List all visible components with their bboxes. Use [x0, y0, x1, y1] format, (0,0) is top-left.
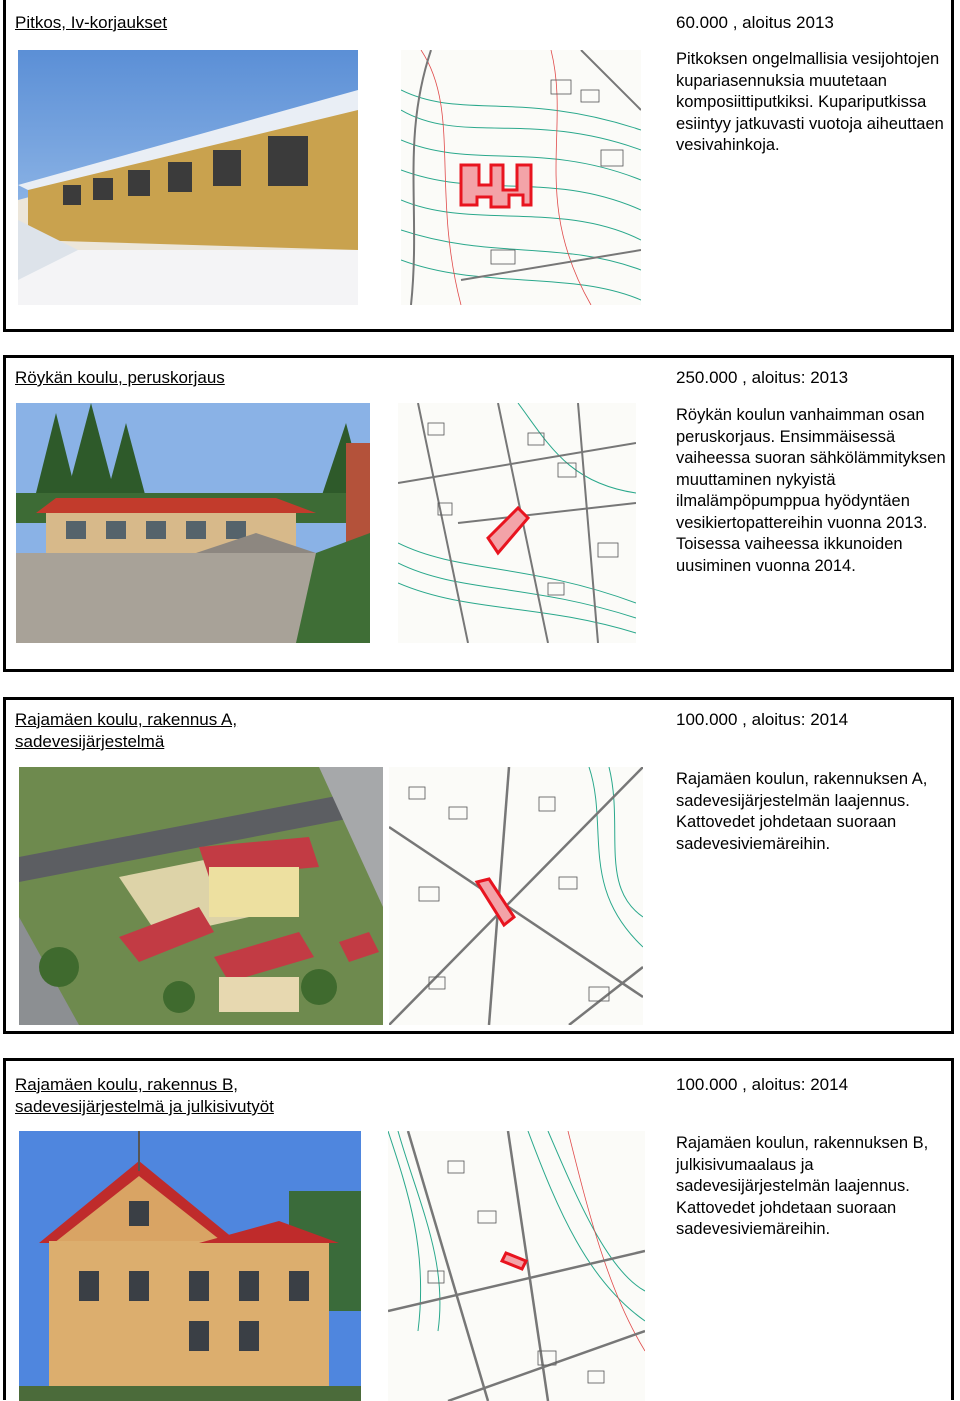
project-title-line2: sadevesijärjestelmä ja julkisivutyöt	[15, 1097, 274, 1116]
school-building-photo	[16, 403, 370, 643]
school-building-photo	[18, 50, 358, 305]
project-title-line1: Rajamäen koulu, rakennus B,	[15, 1075, 239, 1094]
project-pitkos	[3, 0, 954, 332]
site-map	[389, 767, 643, 1025]
aerial-photo	[19, 767, 383, 1025]
project-cost: 100.000 , aloitus: 2014	[676, 710, 849, 729]
project-roykka	[3, 355, 954, 672]
wooden-house-photo	[19, 1131, 361, 1401]
project-rajamaki-b	[3, 1058, 954, 1400]
project-description: Röykän koulun vanhaimman osan peruskorjaus. Ensimmäisessä vaiheessa suoran sähkölämmityksen muuttaminen nykyistä ilmalämpöpumppua hyödyntäen vesikiertopattereihin vuonna 2013. Toisessa vaiheessa ikkunoiden uusiminen vuonna 2014.	[676, 406, 946, 575]
project-title-line2: sadevesijärjestelmä	[15, 732, 165, 751]
project-title: Röykän koulu, peruskorjaus	[15, 368, 225, 387]
site-map	[401, 50, 641, 305]
project-cost: 100.000 , aloitus: 2014	[676, 1075, 849, 1094]
project-cost: 250.000 , aloitus: 2013	[676, 368, 849, 387]
project-description: Rajamäen koulun, rakennuksen B, julkisivumaalaus ja sadevesijärjestelmän laajennus. Kattovedet johdetaan suoraan sadevesiviemäreihin.	[676, 1134, 929, 1238]
project-description: Pitkoksen ongelmallisia vesijohtojen kupariasennuksia muutetaan komposiittiputkiksi. Kupariputkissa esiintyy jatkuvasti vuotoja aiheuttaen vesivahinkoja.	[676, 50, 944, 154]
project-title: Pitkos, Iv-korjaukset	[15, 13, 168, 32]
project-cost: 60.000 , aloitus 2013	[676, 13, 834, 32]
project-title-line1: Rajamäen koulu, rakennus A,	[15, 710, 238, 729]
project-description: Rajamäen koulun, rakennuksen A, sadevesijärjestelmän laajennus. Kattovedet johdetaan suoraan sadevesiviemäreihin.	[676, 770, 928, 853]
site-map	[398, 403, 636, 643]
project-rajamaki-a	[3, 697, 954, 1034]
site-map	[388, 1131, 645, 1401]
